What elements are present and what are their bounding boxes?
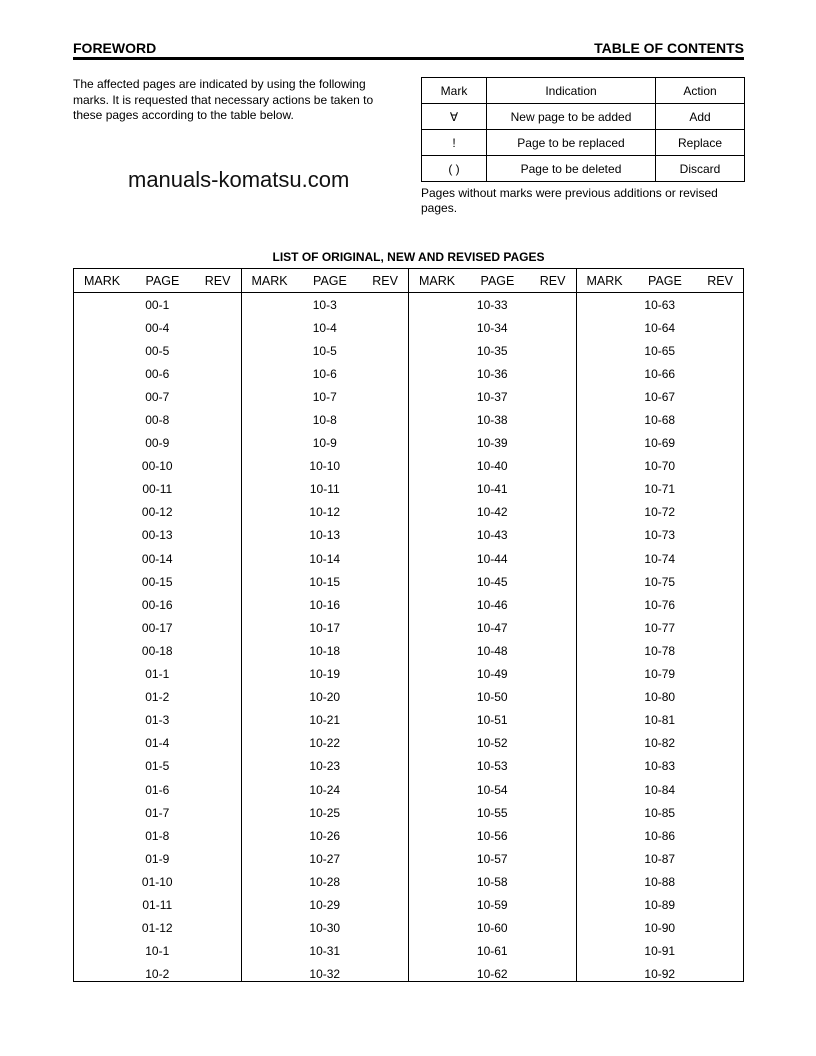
column-header	[74, 269, 241, 293]
page-entry: 10-68	[644, 413, 676, 428]
page-entry: 10-25	[309, 805, 341, 820]
page-entry: 10-86	[644, 828, 676, 843]
page-entry: 10-76	[644, 597, 676, 612]
page-entry: 00-13	[141, 528, 173, 543]
page-entry: 10-84	[644, 782, 676, 797]
page-entry: 01-7	[145, 805, 170, 820]
page-entry: 00-14	[141, 551, 173, 566]
page-entry: 10-34	[476, 320, 508, 335]
page-entry: 10-92	[644, 967, 676, 982]
page-entry: 10-56	[476, 828, 508, 843]
page-entry: 10-85	[644, 805, 676, 820]
marks-table-header	[422, 78, 745, 104]
header-rev: REV	[204, 273, 231, 288]
page-entry: 10-63	[644, 297, 676, 312]
page-entry: 10-66	[644, 366, 676, 381]
page-entry: 10-82	[644, 736, 676, 751]
page-entry: 10-58	[476, 874, 508, 889]
header-mark: Mark	[422, 78, 487, 104]
page-entry: 10-43	[476, 528, 508, 543]
page-entry: 10-53	[476, 759, 508, 774]
mark-cell: ∀	[422, 104, 487, 130]
header-rev: REV	[372, 273, 398, 288]
list-title: LIST OF ORIGINAL, NEW AND REVISED PAGES	[272, 250, 545, 264]
page-entry: 10-52	[476, 736, 508, 751]
page-entry: 10-30	[309, 921, 341, 936]
marks-table-row	[422, 156, 745, 182]
page-entry: 01-8	[145, 828, 170, 843]
page-entry: 10-67	[644, 389, 676, 404]
column-header	[577, 269, 744, 293]
page-entry: 10-31	[309, 944, 341, 959]
page-entry: 10-42	[476, 505, 508, 520]
header-page: PAGE	[648, 273, 682, 288]
page-entry: 01-6	[145, 782, 170, 797]
page-entry: 00-9	[145, 436, 170, 451]
page-entry: 10-64	[644, 320, 676, 335]
page-entry: 10-26	[309, 828, 341, 843]
page-entry: 10-27	[309, 851, 341, 866]
page-entry: 10-70	[644, 459, 676, 474]
header-page: PAGE	[145, 273, 180, 288]
page-entry: 01-9	[145, 851, 170, 866]
page-entry: 10-88	[644, 874, 676, 889]
page-entry: 10-39	[476, 436, 508, 451]
page-entry: 10-32	[309, 967, 341, 982]
page-entry: 01-3	[145, 713, 170, 728]
page-entry: 01-1	[145, 667, 170, 682]
header-mark: MARK	[84, 273, 121, 288]
page-entry: 10-91	[644, 944, 676, 959]
intro-text: The affected pages are indicated by using the following marks. It is requested that necessary actions be taken to these pages according to the table below.	[73, 77, 374, 122]
page-entry: 00-6	[145, 366, 170, 381]
pages-column	[409, 269, 577, 981]
column-header	[409, 269, 576, 293]
page-entry: 10-90	[644, 921, 676, 936]
page-entry: 10-7	[312, 389, 337, 404]
column-header	[242, 269, 409, 293]
header-mark: MARK	[419, 273, 456, 288]
page-entry: 10-87	[644, 851, 676, 866]
page-entry: 10-59	[476, 897, 508, 912]
page-entry: 10-3	[312, 297, 337, 312]
page-entry: 10-55	[476, 805, 508, 820]
mark-cell: ( )	[422, 156, 487, 182]
page-entry: 10-21	[309, 713, 341, 728]
action-cell: Add	[656, 104, 745, 130]
page-entry: 10-60	[476, 921, 508, 936]
marks-table	[421, 77, 745, 182]
header-rev: REV	[707, 273, 733, 288]
indication-cell: Page to be replaced	[487, 130, 656, 156]
page-entry: 10-50	[476, 690, 508, 705]
pages-column	[74, 269, 242, 981]
page-entry: 10-33	[476, 297, 508, 312]
page-entry: 01-2	[145, 690, 170, 705]
page-entry: 10-17	[309, 620, 341, 635]
section-title: FOREWORD	[73, 40, 157, 56]
page-entry: 10-11	[309, 482, 340, 497]
page-entry: 10-83	[644, 759, 676, 774]
page-entry: 10-15	[309, 574, 341, 589]
page-entry: 00-15	[141, 574, 173, 589]
page-entry: 10-47	[476, 620, 508, 635]
header-page: PAGE	[480, 273, 515, 288]
page-entry: 01-4	[145, 736, 170, 751]
page-entry: 10-62	[476, 967, 508, 982]
mark-cell: !	[422, 130, 487, 156]
page-entry: 10-28	[309, 874, 341, 889]
page-entry: 00-11	[142, 482, 173, 497]
page-entry: 10-65	[644, 343, 676, 358]
page-entry: 10-29	[309, 897, 341, 912]
marks-note: Pages without marks were previous additions or revised pages.	[421, 186, 718, 215]
page-entry: 00-16	[141, 597, 173, 612]
page-entry: 10-48	[476, 643, 508, 658]
page-entry: 00-12	[141, 505, 173, 520]
page-entry: 10-49	[476, 667, 508, 682]
page-entry: 10-14	[309, 551, 341, 566]
page-entry: 10-79	[644, 667, 676, 682]
watermark: manuals-komatsu.com	[128, 167, 350, 192]
header-mark: MARK	[586, 273, 623, 288]
page-entry: 10-12	[309, 505, 341, 520]
page-entry: 10-2	[145, 967, 170, 982]
header-mark: MARK	[251, 273, 288, 288]
page-entry: 10-4	[312, 320, 337, 335]
page-entry: 10-51	[476, 713, 508, 728]
page-entry: 10-72	[644, 505, 676, 520]
page-entry: 10-41	[476, 482, 508, 497]
page-entry: 10-23	[309, 759, 341, 774]
indication-cell: New page to be added	[487, 104, 656, 130]
page-entry: 00-10	[141, 459, 173, 474]
page-entry: 10-71	[644, 482, 676, 497]
page-entry: 10-36	[476, 366, 508, 381]
page-entry: 10-89	[644, 897, 676, 912]
action-cell: Replace	[656, 130, 745, 156]
page-entry: 10-44	[476, 551, 508, 566]
page-entry: 10-19	[309, 667, 341, 682]
page-entry: 10-9	[312, 436, 337, 451]
page-entry: 10-35	[476, 343, 508, 358]
page-entry: 10-1	[145, 944, 170, 959]
indication-cell: Page to be deleted	[487, 156, 656, 182]
page-entry: 10-13	[309, 528, 341, 543]
page-entry: 10-80	[644, 690, 676, 705]
page-entry: 10-77	[644, 620, 676, 635]
page-entry: 10-10	[309, 459, 341, 474]
page-entry: 10-45	[476, 574, 508, 589]
page-entry: 10-75	[644, 574, 676, 589]
page-entry: 10-6	[312, 366, 337, 381]
page-entry: 10-69	[644, 436, 676, 451]
page-entry: 10-37	[476, 389, 508, 404]
pages-column	[577, 269, 744, 981]
page-entry: 10-46	[476, 597, 508, 612]
page-entry: 10-8	[312, 413, 337, 428]
page-entry: 10-78	[644, 643, 676, 658]
page-entry: 00-4	[145, 320, 170, 335]
action-cell: Discard	[656, 156, 745, 182]
page-entry: 10-81	[644, 713, 676, 728]
page-entry: 10-40	[476, 459, 508, 474]
page-entry: 00-1	[145, 297, 170, 312]
page-entry: 10-18	[309, 643, 341, 658]
page-entry: 10-24	[309, 782, 341, 797]
page-entry: 10-57	[476, 851, 508, 866]
page-entry: 00-18	[141, 643, 173, 658]
page-title: TABLE OF CONTENTS	[594, 40, 744, 56]
page-entry: 00-17	[141, 620, 173, 635]
marks-table-row	[422, 130, 745, 156]
header-rev: REV	[539, 273, 566, 288]
marks-table-row	[422, 104, 745, 130]
page-entry: 10-20	[309, 690, 341, 705]
page-entry: 01-12	[141, 921, 173, 936]
page-entry: 10-5	[312, 343, 337, 358]
page-entry: 01-5	[145, 759, 170, 774]
header-indication: Indication	[487, 78, 656, 104]
pages-list-table	[73, 268, 744, 982]
page-entry: 00-5	[145, 343, 170, 358]
pages-column	[242, 269, 410, 981]
page-entry: 01-10	[141, 874, 173, 889]
page-entry: 10-54	[476, 782, 508, 797]
header-action: Action	[656, 78, 745, 104]
page-entry: 00-7	[145, 389, 170, 404]
page-entry: 10-38	[476, 413, 508, 428]
page-entry: 00-8	[145, 413, 170, 428]
page-entry: 10-73	[644, 528, 676, 543]
header-rule	[73, 57, 744, 60]
page-entry: 10-16	[309, 597, 341, 612]
page-entry: 01-11	[142, 897, 173, 912]
page-entry: 10-61	[476, 944, 508, 959]
header-page: PAGE	[313, 273, 347, 288]
page-entry: 10-74	[644, 551, 676, 566]
page-entry: 10-22	[309, 736, 341, 751]
